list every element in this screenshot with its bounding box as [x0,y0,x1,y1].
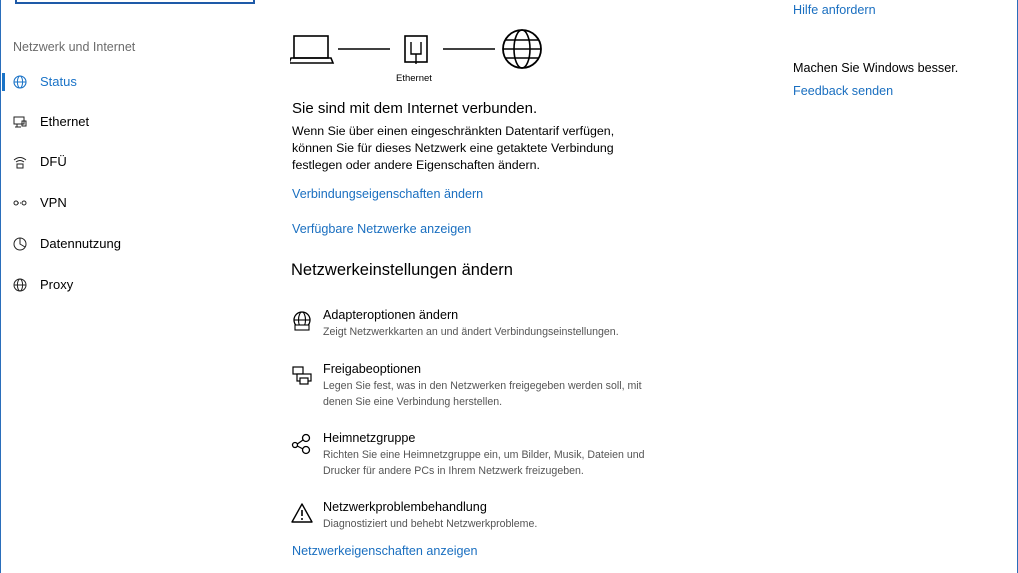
status-description: Wenn Sie über einen eingeschränkten Datentarif verfügen, können Sie für dieses Netzwerk eine getaktete Verbindung festlegen oder andere Eigenschaften ändern. [292,124,615,172]
sidebar-item-ethernet[interactable] [0,109,240,135]
sidebar-item-proxy[interactable] [0,272,240,298]
sidebar-item-label: Status [40,74,77,89]
available-networks-link[interactable]: Verfügbare Netzwerke anzeigen [292,222,472,236]
improve-windows-text: Machen Sie Windows besser. [793,61,959,75]
feedback-link[interactable]: Feedback senden [793,84,894,98]
option-description: Legen Sie fest, was in den Netzwerken freigegeben werden soll, mit denen Sie eine Verbindung herstellen. [323,380,642,408]
sidebar-item-label: Proxy [40,277,74,292]
globe-icon [13,75,27,89]
option-title: Netzwerkproblembehandlung [323,500,487,514]
search-input[interactable] [15,0,255,4]
sidebar-item-vpn[interactable] [0,190,240,216]
option-title: Adapteroptionen ändern [323,308,459,322]
status-heading: Sie sind mit dem Internet verbunden. [292,100,538,117]
sidebar-item-dfue[interactable] [0,149,240,175]
diagram-caption: Ethernet [396,73,432,84]
sidebar-item-status[interactable] [0,69,240,95]
option-title: Freigabeoptionen [323,362,422,376]
homegroup-icon [291,433,313,455]
sidebar-item-datennutzung[interactable] [0,231,240,257]
connection-properties-link[interactable]: Verbindungseigenschaften ändern [292,187,484,201]
sharing-printer-icon [291,364,313,386]
ethernet-port-icon [405,36,427,64]
option-description: Zeigt Netzwerkkarten an und ändert Verbindungseinstellungen. [323,326,619,338]
vpn-icon [13,196,27,210]
data-usage-icon [13,237,27,251]
computer-icon [290,36,333,63]
option-title: Heimnetzgruppe [323,431,416,445]
network-properties-link[interactable]: Netzwerkeigenschaften anzeigen [292,544,478,558]
ethernet-icon [13,115,27,129]
help-link[interactable]: Hilfe anfordern [793,3,876,17]
sidebar-item-label: Datennutzung [40,236,121,251]
adapter-globe-icon [291,310,313,332]
sidebar-item-label: DFÜ [40,154,67,169]
internet-globe-icon [503,30,541,68]
sidebar-section-title: Netzwerk und Internet [13,40,136,54]
dialup-icon [13,155,27,169]
option-description: Richten Sie eine Heimnetzgruppe ein, um Bilder, Musik, Dateien und Drucker für andere PCs in Ihrem Netzwerk freizugeben. [323,449,645,477]
warning-triangle-icon [291,502,313,524]
sidebar-item-label: VPN [40,195,67,210]
proxy-globe-icon [13,278,27,292]
option-description: Diagnostiziert und behebt Netzwerkprobleme. [323,518,538,530]
sidebar-item-label: Ethernet [40,114,90,129]
network-settings-heading: Netzwerkeinstellungen ändern [291,261,513,279]
